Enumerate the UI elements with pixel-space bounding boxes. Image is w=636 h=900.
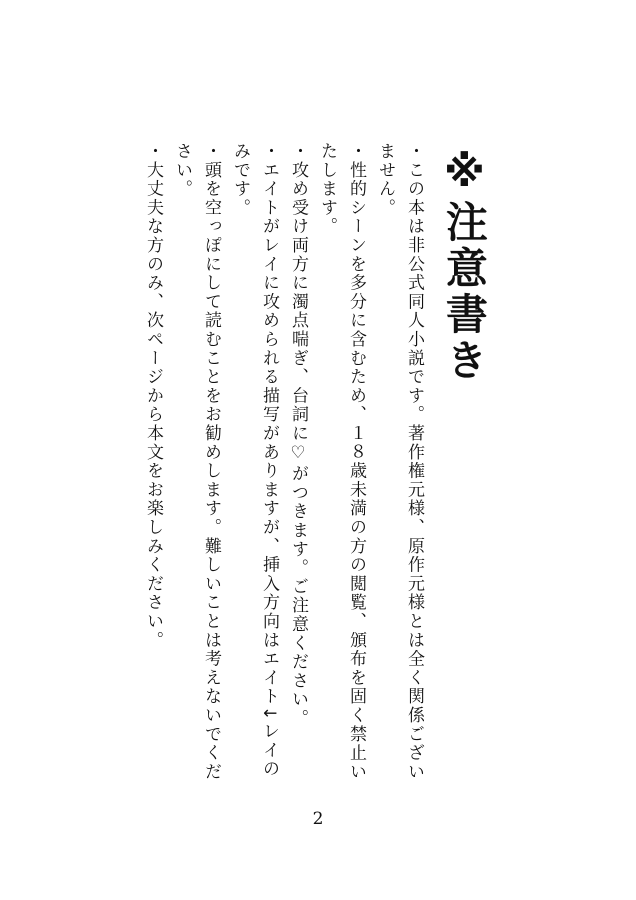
note-item: ・性的シーンを多分に含むため、１８歳未満の方の閲覧、頒布を固く禁止いたします。 xyxy=(317,142,366,782)
note-item: ・頭を空っぽにして読むことをお勧めします。難しいことは考えないでください。 xyxy=(172,142,221,782)
page-number: 2 xyxy=(312,809,324,829)
warning-notes xyxy=(138,142,428,792)
note-item: ・攻め受け両方に濁点喘ぎ、台詞に♡がつきます。ご注意ください。 xyxy=(288,142,308,728)
page-title: ※注意書き xyxy=(439,147,489,384)
note-item: ・この本は非公式同人小説です。著作権元様、原作元様とは全く関係ございません。 xyxy=(375,142,424,782)
note-item: ・大丈夫な方のみ、次ページから本文をお楽しみください。 xyxy=(143,142,163,650)
note-item: ・エイトがレイに攻められる描写がありますが、挿入方向はエイト↓レイのみです。 xyxy=(230,142,279,779)
